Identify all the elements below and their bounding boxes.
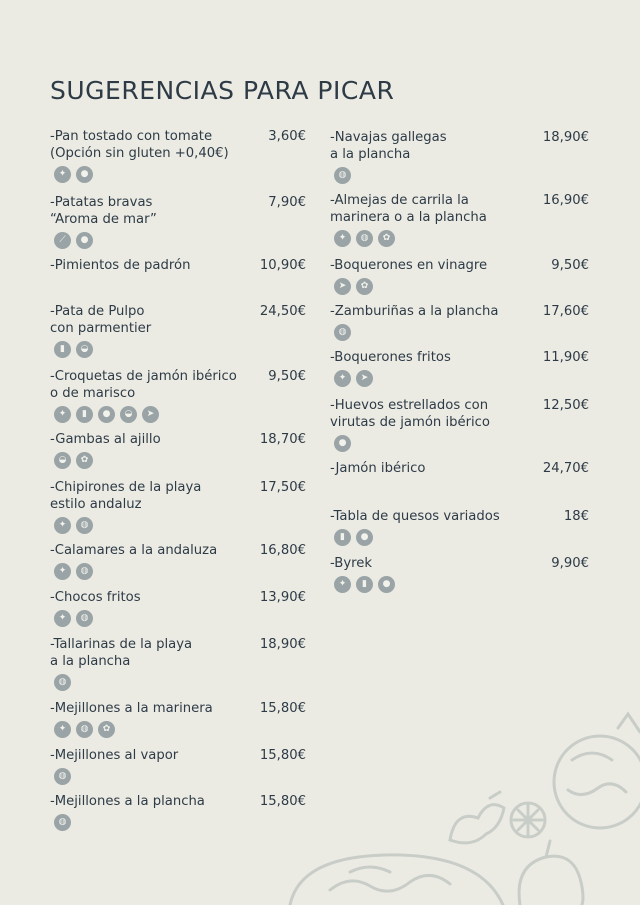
gluten-icon: ✦ xyxy=(334,230,351,247)
menu-item-price: 9,90€ xyxy=(551,556,589,571)
shell-icon: ◍ xyxy=(76,610,93,627)
menu-item-price: 13,90€ xyxy=(259,590,306,605)
shell-icon: ◍ xyxy=(54,768,71,785)
menu-item-price: 24,70€ xyxy=(542,461,589,476)
menu-item-price: 18,90€ xyxy=(259,637,306,652)
menu-item-price: 12,50€ xyxy=(542,398,589,413)
menu-item-price: 15,80€ xyxy=(259,701,306,716)
gluten-icon: ✦ xyxy=(54,610,71,627)
menu-item-price: 7,90€ xyxy=(268,195,306,210)
shell-icon: ◍ xyxy=(54,674,71,691)
page-title: SUGERENCIAS PARA PICAR xyxy=(50,76,395,105)
menu-item-name: -Almejas de carrila la marinera o a la plancha xyxy=(330,193,487,225)
menu-item-name: -Zamburiñas a la plancha xyxy=(330,304,499,319)
menu-item-name: -Huevos estrellados con virutas de jamón ibérico xyxy=(330,398,491,430)
bread-drawing xyxy=(290,855,503,905)
gluten-icon: ✦ xyxy=(334,370,351,387)
menu-item-name: -Pan tostado con tomate (Opción sin gluten +0,40€) xyxy=(50,129,229,161)
egg-icon: ● xyxy=(378,576,395,593)
menu-item-price: 16,80€ xyxy=(259,543,306,558)
menu-item-name: -Mejillones a la marinera xyxy=(50,701,213,716)
menu-item-name: -Pata de Pulpo con parmentier xyxy=(50,304,152,336)
milk-icon: ▮ xyxy=(356,576,373,593)
garlic-drawing xyxy=(450,805,504,843)
milk-icon: ▮ xyxy=(334,529,351,546)
shell-icon: ◍ xyxy=(76,721,93,738)
egg-icon: ● xyxy=(76,166,93,183)
egg-icon: ● xyxy=(334,435,351,452)
shell-icon: ◍ xyxy=(356,230,373,247)
fish-icon: ➤ xyxy=(356,370,373,387)
menu-item-name: -Jamón ibérico xyxy=(330,461,426,476)
mollusc-icon: ◒ xyxy=(54,452,71,469)
menu-item-name: -Byrek xyxy=(330,556,373,571)
menu-item-price: 9,50€ xyxy=(268,369,306,384)
egg-icon: ● xyxy=(98,406,115,423)
menu-item-price: 24,50€ xyxy=(259,304,306,319)
menu-item-name: -Navajas gallegas a la plancha xyxy=(330,130,447,162)
menu-item-price: 3,60€ xyxy=(268,129,306,144)
menu-item-price: 18€ xyxy=(563,509,589,524)
menu-item-name: -Gambas al ajillo xyxy=(50,432,161,447)
menu-item-name: -Mejillones a la plancha xyxy=(50,794,205,809)
menu-item-name: -Chipirones de la playa estilo andaluz xyxy=(50,480,202,512)
egg-icon: ● xyxy=(356,529,373,546)
menu-item-price: 16,90€ xyxy=(542,193,589,208)
fish-icon: ➤ xyxy=(334,278,351,295)
gluten-icon: ✦ xyxy=(54,406,71,423)
gluten-icon: ✦ xyxy=(54,517,71,534)
crustacean-icon: ✿ xyxy=(378,230,395,247)
menu-item-price: 17,60€ xyxy=(542,304,589,319)
menu-item-price: 18,70€ xyxy=(259,432,306,447)
menu-item-name: -Boquerones en vinagre xyxy=(330,258,488,273)
gluten-icon: ✦ xyxy=(334,576,351,593)
menu-item-price: 9,50€ xyxy=(551,258,589,273)
gluten-icon: ✦ xyxy=(54,166,71,183)
menu-item-price: 10,90€ xyxy=(259,258,306,273)
celery-icon: ⟋ xyxy=(54,232,71,249)
menu-item-price: 17,50€ xyxy=(259,480,306,495)
crustacean-icon: ✿ xyxy=(356,278,373,295)
menu-item-price: 15,80€ xyxy=(259,794,306,809)
menu-item-price: 15,80€ xyxy=(259,748,306,763)
mollusc-icon: ◒ xyxy=(120,406,137,423)
shell-icon: ◍ xyxy=(76,563,93,580)
crustacean-icon: ✿ xyxy=(98,721,115,738)
fish-icon: ➤ xyxy=(142,406,159,423)
crustacean-icon: ✿ xyxy=(76,452,93,469)
menu-item-name: -Tallarinas de la playa a la plancha xyxy=(50,637,193,669)
tomato-drawing xyxy=(554,736,640,828)
menu-item-name: -Patatas bravas “Aroma de mar” xyxy=(50,195,157,227)
egg-icon: ● xyxy=(76,232,93,249)
menu-item-price: 18,90€ xyxy=(542,130,589,145)
milk-icon: ▮ xyxy=(76,406,93,423)
menu-item-name: -Mejillones al vapor xyxy=(50,748,179,763)
menu-item-name: -Tabla de quesos variados xyxy=(330,509,500,524)
shell-icon: ◍ xyxy=(76,517,93,534)
milk-icon: ▮ xyxy=(54,341,71,358)
menu-item-name: -Croquetas de jamón ibérico o de marisco xyxy=(50,369,237,401)
shell-icon: ◍ xyxy=(334,324,351,341)
gluten-icon: ✦ xyxy=(54,563,71,580)
menu-item-name: -Calamares a la andaluza xyxy=(50,543,218,558)
menu-item-name: -Pimientos de padrón xyxy=(50,258,191,273)
shell-icon: ◍ xyxy=(334,167,351,184)
mollusc-icon: ◒ xyxy=(76,341,93,358)
menu-item-price: 11,90€ xyxy=(542,350,589,365)
gluten-icon: ✦ xyxy=(54,721,71,738)
menu-item-name: -Chocos fritos xyxy=(50,590,141,605)
pepper-drawing xyxy=(519,856,583,905)
shell-icon: ◍ xyxy=(54,814,71,831)
menu-item-name: -Boquerones fritos xyxy=(330,350,451,365)
